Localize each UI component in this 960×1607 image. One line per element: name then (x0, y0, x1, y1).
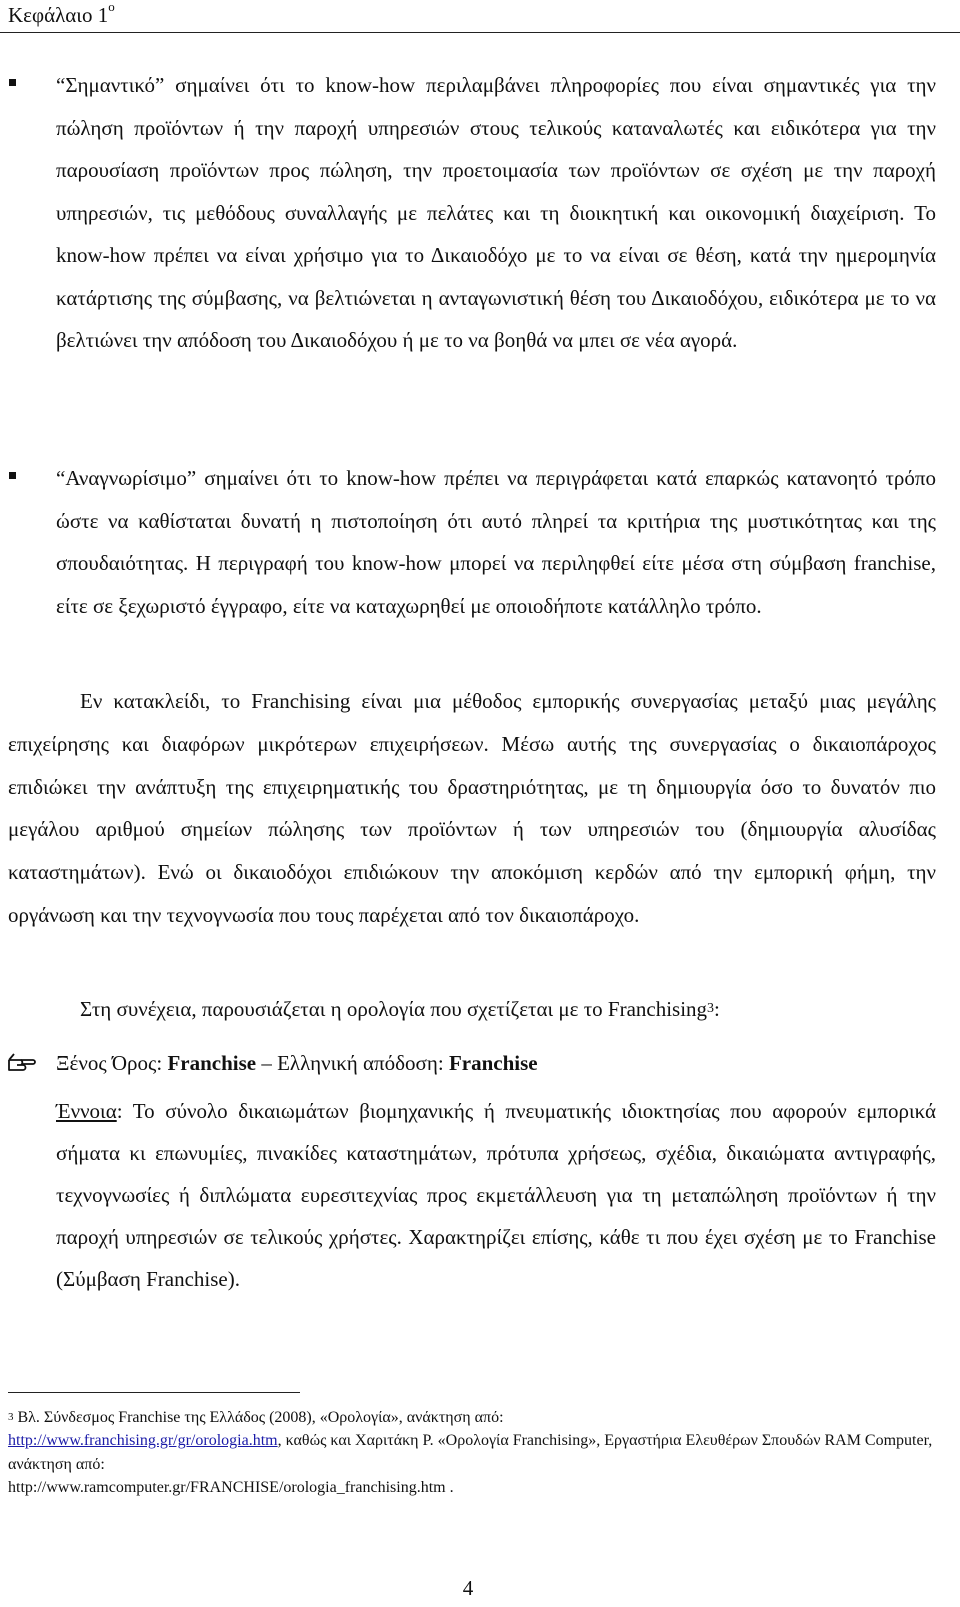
greek-term-label: Ελληνική απόδοση: (277, 1051, 444, 1075)
footnote-reference[interactable]: 3 (707, 1001, 715, 1016)
bullet-paragraph-identifiable: “Αναγνωρίσιμο” σημαίνει ότι το know-how πρέπει να περιγράφεται κατά επαρκώς κατανοητό τρόπο ώστε να καθίσταται δυνατή η πιστοποίηση ότι αυτό πληρεί τα κριτήρια της μυστικότητας και της σπουδαιότητας. Η περιγραφή του know-how μπορεί να περιληφθεί είτε μέσα στη σύμβαση franchise, είτε σε ξεχωριστό έγγραφο, είτε να καταχωρηθεί με οποιοδήποτε κατάλληλο τρόπο. (56, 466, 936, 618)
chapter-superscript: ο (108, 0, 115, 14)
square-bullet-icon (9, 472, 16, 479)
foreign-term-value: Franchise (167, 1051, 257, 1075)
square-bullet-icon (9, 79, 16, 86)
page-number: 4 (462, 1576, 474, 1600)
conclusion-paragraph: Εν κατακλείδι, το Franchising είναι μια μέθοδος εμπορικής συνεργασίας μεταξύ μιας μεγάλης επιχείρησης και διαφόρων μικρότερων επιχειρήσεων. Μέσω αυτής της συνεργασίας ο δικαιοπάροχος επιδιώκει την ανάπτυξη της επιχειρηματικής του δραστηριότητας, με τη δημιουργία όσο το δυνατόν πιο μεγάλου αριθμού σημείων πώλησης των προϊόντων ή των υπηρεσιών του (δημιουργία αλυσίδας καταστημάτων). Ενώ οι δικαιοδόχοι επιδιώκουν την αποκόμιση κερδών από την εμπορική φήμη, την οργάνωση και την τεχνογνωσία που τους παρέχεται από τον δικαιοπάροχο. (8, 689, 936, 927)
terminology-intro (80, 989, 720, 1029)
terminology-intro-text: Στη συνέχεια, παρουσιάζεται η ορολογία που σχετίζεται με το Franchising (80, 997, 708, 1021)
concept-label: Έννοια (56, 1099, 117, 1123)
hand-pointing-icon (8, 1052, 36, 1072)
bullet-paragraph-important: “Σημαντικό” σημαίνει ότι το know-how περιλαμβάνει πληροφορίες που είναι σημαντικές για την πώληση προϊόντων ή την παροχή υπηρεσιών στους τελικούς καταναλωτές και ειδικότερα για την παρουσίαση προϊόντων προς πώληση, την προετοιμασία των προϊόντων σε σχέση με την παροχή υπηρεσιών, τις μεθόδους συναλλαγής με πελάτες και τη διοικητική και οικονομική διαχείριση. Το know-how πρέπει να είναι χρήσιμο για το Δικαιοδόχο με το να είναι σε θέση, κατά την ημερομηνία κατάρτισης της σύμβασης, να βελτιώνεται η ανταγωνιστική θέση του Δικαιοδόχου, ειδικότερα με το να βελτιώνει την απόδοση του Δικαιοδόχου ή με το να βοηθά να μπει σε νέα αγορά. (56, 73, 936, 352)
terminology-intro-colon: : (714, 997, 720, 1021)
concept-definition (56, 1090, 936, 1300)
footnote-link-ramcomputer[interactable]: http://www.ramcomputer.gr/FRANCHISE/orologia_franchising.htm (8, 1478, 446, 1496)
footnote-text-1: Βλ. Σύνδεσμος Franchise της Ελλάδος (2008), «Ορολογία», ανάκτηση από: (13, 1409, 504, 1426)
chapter-header (8, 2, 960, 28)
footnote-link-franchising[interactable]: http://www.franchising.gr/gr/orologia.htm (8, 1432, 278, 1450)
term-heading (56, 1046, 538, 1080)
footnote-text-3: . (445, 1478, 454, 1496)
header-divider (0, 32, 960, 33)
term-dash: – (261, 1051, 272, 1075)
concept-text: : Το σύνολο δικαιωμάτων βιομηχανικής ή πνευματικής ιδιοκτησίας που αφορούν εμπορικά σήματα κι επωνυμίες, πινακίδες καταστημάτων, πρότυπα χρήσεως, σχέδια, δικαιώματα αντιγραφής, τεχνογνωσίες ή διπλώματα ευρεσιτεχνίας προς εκμετάλλευση για τη μεταπώληση προϊόντων ή την παροχή υπηρεσιών σε τελικούς χρήστες. Χαρακτηρίζει επίσης, κάθε τι που έχει σχέση με το Franchise (Σύμβαση Franchise). (56, 1099, 936, 1291)
footnote-text-2: , καθώς και Χαριτάκη Ρ. «Ορολογία Franchising», Εργαστήρια Ελευθέρων Σπουδών RAM Computer, ανάκτηση από: (8, 1432, 933, 1473)
greek-term-value: Franchise (448, 1051, 538, 1075)
foreign-term-label: Ξένος Όρος: (56, 1051, 163, 1075)
footnote-number: 3 (8, 1411, 14, 1423)
chapter-title: Κεφάλαιο 1 (8, 3, 109, 27)
footnote-divider (8, 1392, 300, 1393)
footnote (8, 1406, 938, 1499)
